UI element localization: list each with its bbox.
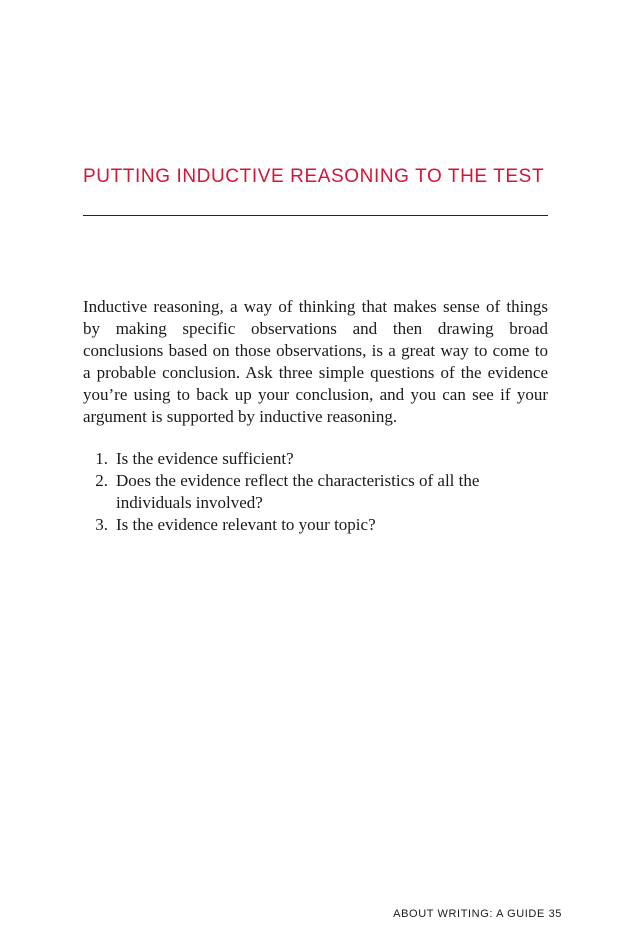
list-item-text: Is the evidence relevant to your topic? (116, 515, 376, 534)
heading-divider (83, 215, 548, 216)
list-item (83, 470, 548, 514)
list-item-text: Does the evidence reflect the characteristics of all the individuals involved? (116, 471, 480, 512)
list-item (83, 448, 548, 470)
list-item-number: 2. (95, 471, 108, 490)
list-item (83, 514, 548, 536)
section-heading: PUTTING INDUCTIVE REASONING TO THE TEST (83, 166, 545, 187)
list-item-number: 3. (95, 515, 108, 534)
page-footer: ABOUT WRITING: A GUIDE 35 (393, 908, 562, 920)
body-paragraph: Inductive reasoning, a way of thinking that makes sense of things by making specific observations and then drawing broad conclusions based on those observations, is a great way to come to a probable conclusion. Ask three simple questions of the evidence you’re using to back up your conclusion, and you can see if your argument is supported by inductive reasoning. (83, 297, 548, 426)
list-item-text: Is the evidence sufficient? (116, 449, 294, 468)
list-item-number: 1. (95, 449, 108, 468)
question-list (83, 448, 548, 536)
